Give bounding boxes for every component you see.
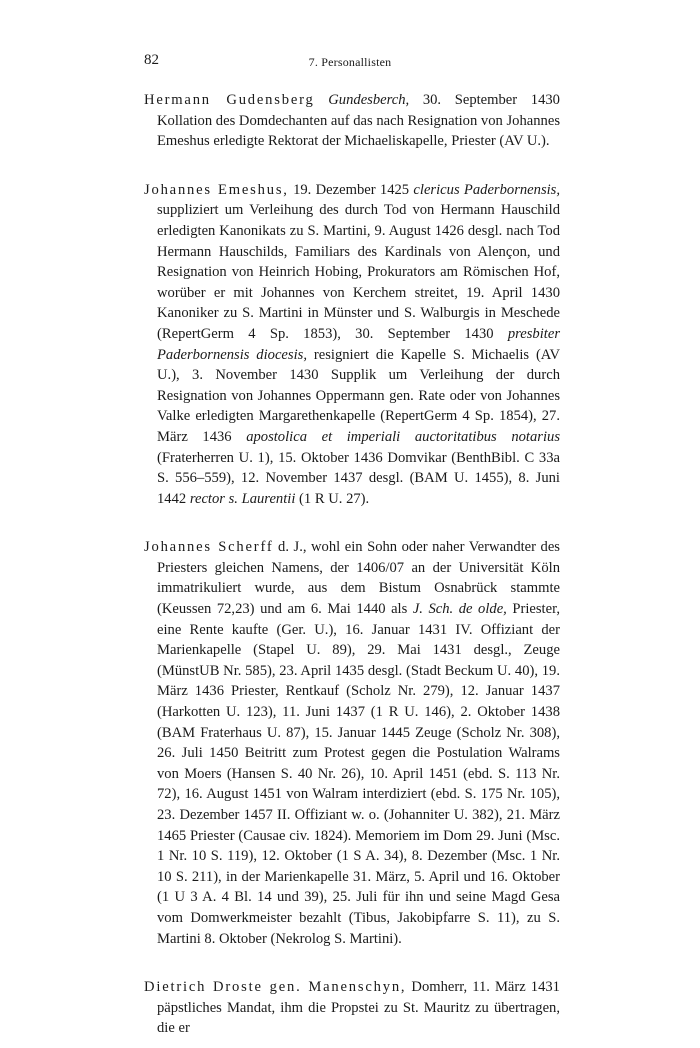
entry-text	[157, 182, 560, 507]
person-name: Johannes Emeshus,	[144, 181, 289, 198]
entry-text-segment: (Fraterherren U. 1), 15. Oktober 1436 Domvikar (BenthBibl. C 33a S. 556–559), 12. November 1437 desgl. (BAM U. 1455), 8. Juni 1442	[157, 449, 560, 507]
entry-text-segment	[315, 92, 329, 108]
person-name: Hermann Gudensberg	[144, 92, 315, 108]
entry-text-segment: Domherr, 11. März 1431 päpstliches Mandat, ihm die Propstei zu St. Mauritz zu übertragen, die er	[157, 979, 560, 1037]
latin-term: presbiter Paderbornensis diocesis,	[157, 325, 560, 363]
latin-term: J. Sch. de olde,	[412, 601, 507, 618]
person-name: Johannes Scherff	[144, 539, 274, 556]
person-entry	[144, 90, 560, 152]
person-name: Dietrich Droste gen. Manenschyn,	[144, 979, 407, 996]
entry-text-segment: d. J., wohl ein Sohn oder naher Verwandter des Priesters gleichen Namens, der 1406/07 an der Universität Köln immatrikuliert wurde, aus dem Bistum Osnabrück stammte (Keussen 72,23) und am 6. Mai 1440 als	[157, 539, 560, 618]
entry-text-segment: suppliziert um Verleihung des durch Tod von Hermann Hauschild erledigten Kanonikats zu S. Martini, 9. August 1426 desgl. nach Tod Hermann Hauschilds, Familiars des Kardinals von Alençon, und Resignation von Heinrich Hobing, Prokurators am Römischen Hof, worüber er mit Johannes von Kerchem streitet, 19. April 1430 Kanoniker zu S. Martini in Münster und S. Walburgis in Meschede (RepertGerm 4 Sp. 1853), 30. September 1430	[157, 202, 560, 342]
entry-text	[157, 539, 560, 946]
entry-text-segment: resigniert die Kapelle S. Michaelis (AV U.), 3. November 1430 Supplik um Verleihung der durch Resignation von Johannes Oppermann gen. Rate oder von Johannes Valke erledigten Margarethenkapelle (RepertGerm 4 Sp. 1854), 27. März 1436	[157, 346, 560, 445]
latin-term: apostolica et imperiali auctoritatibus notarius	[246, 428, 560, 445]
latin-term: clericus Paderbornensis,	[413, 181, 561, 198]
entry-list	[144, 90, 560, 1039]
person-entry	[144, 977, 560, 1039]
entry-text-segment: (1 R U. 27).	[295, 490, 370, 507]
person-entry	[144, 180, 560, 510]
entry-text-segment: 19. Dezember 1425	[288, 181, 414, 198]
entry-text-segment: Priester, eine Rente kaufte (Ger. U.), 16. Januar 1431 IV. Offiziant der Marienkapelle (Stapel U. 89), 29. Mai 1431 desgl., Zeuge (MünstUB Nr. 585), 23. April 1435 desgl. (Stadt Beckum U. 40), 19. März 1436 Priester, Rentkauf (Scholz Nr. 279), 12. Januar 1437 (Harkotten U. 123), 11. Juni 1437 (1 R U. 146), 2. Oktober 1438 (BAM Fraterhaus U. 87), 15. Januar 1445 Zeuge (Scholz Nr. 308), 26. Juli 1450 Beitritt zum Protest gegen die Postulation Walrams von Moers (Hansen S. 40 Nr. 26), 10. April 1451 (ebd. S. 113 Nr. 72), 16. August 1451 von Walram interdiziert (ebd. S. 175 Nr. 105), 23. Dezember 1457 II. Offiziant w. o. (Johanniter U. 382), 21. März 1465 Priester (Causae civ. 1824). Memoriem im Dom 29. Juni (Msc. 1 Nr. 10 S. 119), 12. Oktober (1 S A. 34), 8. Dezember (Msc. 1 Nr. 10 S. 211), in der Marienkapelle 31. März, 5. April und 16. Oktober (1 U 3 A. 4 Bl. 14 und 39), 25. Juli für ihn und seine Magd Gesa vom Domwerkmeister bezahlt (Tibus, Jakobipfarre S. 11), zu S. Martini 8. Oktober (Nekrolog S. Martini).	[157, 601, 561, 947]
page-number: 82	[144, 52, 159, 68]
running-head: 7. Personallisten	[308, 55, 392, 69]
latin-term: Gundesberch,	[328, 92, 410, 108]
person-entry	[144, 537, 560, 949]
latin-term: rector s. Laurentii	[189, 490, 296, 507]
entry-text-segment: 30. September 1430 Kollation des Domdechanten auf das nach Resignation von Johannes Emeshus erledigte Rektorat der Michaeliskapelle, Priester (AV U.).	[157, 92, 560, 150]
